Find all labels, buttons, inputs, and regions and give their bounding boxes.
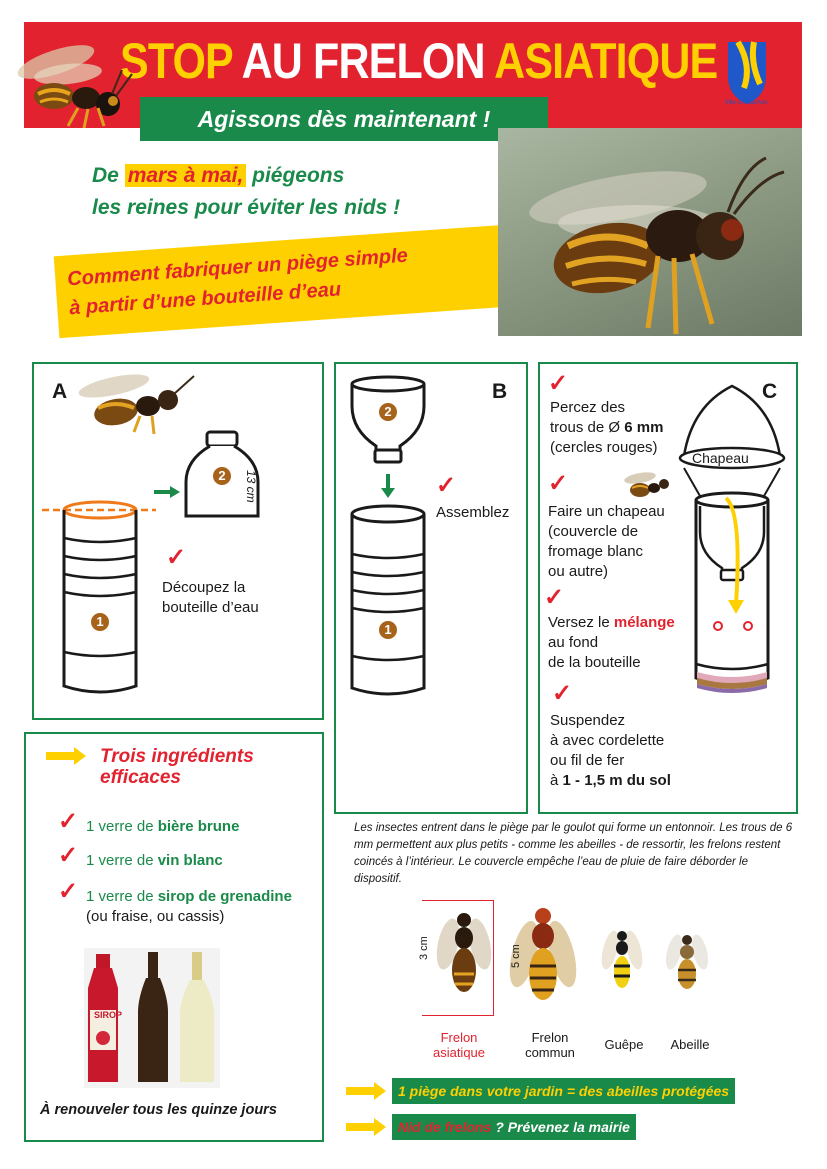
step-c-2	[548, 502, 688, 582]
ingredient-name: vin blanc	[157, 852, 223, 869]
title-stop: STOP	[120, 33, 233, 89]
asian-size-label: 3 cm	[418, 936, 430, 960]
check-icon: ✓	[166, 544, 187, 571]
step-c-3-line2: au fond	[548, 634, 599, 651]
syrup-label: SIROP	[94, 1010, 123, 1020]
hat-label: Chapeau	[692, 450, 749, 466]
step-c-4-line1: Suspendez	[550, 712, 626, 729]
common-hornet-caption	[510, 1030, 590, 1060]
bee-caption: Abeille	[670, 1037, 710, 1052]
how-to-line2: à partir d’une bouteille d’eau	[68, 278, 342, 320]
intro-highlight: mars à mai,	[125, 164, 247, 187]
title-asiatique: ASIATIQUE	[494, 33, 718, 89]
step-c-2-line1: Faire un chapeau	[548, 503, 665, 520]
badge-2: 2	[218, 468, 226, 483]
ingredient-name: sirop de grenadine	[157, 888, 292, 905]
ingredient-name: bière brune	[157, 818, 240, 835]
common-caption-line2: commun	[525, 1045, 575, 1060]
hornet-photo-icon	[498, 128, 802, 336]
bees-protected-banner: 1 piège dans votre jardin = des abeilles protégées	[392, 1078, 735, 1104]
check-icon: ✓	[58, 842, 79, 869]
step-c-4-line3: ou fil de fer	[550, 752, 625, 769]
common-caption-line1: Frelon	[531, 1030, 569, 1045]
check-icon: ✓	[58, 808, 79, 835]
step-c-4	[550, 711, 710, 791]
ingredients-title-line1: Trois ingrédients	[100, 746, 254, 767]
how-to-banner	[54, 224, 524, 338]
step-c-2-line2: (couvercle de	[548, 523, 639, 540]
badge-2-b: 2	[384, 404, 392, 419]
check-icon: ✓	[552, 680, 573, 707]
step-b-instruction: Assemblez	[436, 504, 510, 521]
logo-caption: Ville d'Arcachon	[724, 100, 768, 106]
step-c-label: C	[762, 380, 778, 403]
step-c-3-line3: de la bouteille	[548, 654, 641, 671]
ingredient-prefix: 1 verre de	[86, 888, 154, 905]
ingredient-item	[86, 887, 326, 927]
step-a-line1: Découpez la	[162, 579, 246, 596]
nest-warning-rest: ? Prévenez la mairie	[495, 1119, 630, 1135]
asian-caption-line2: asiatique	[432, 1045, 486, 1060]
check-icon: ✓	[548, 370, 569, 397]
ingredient-prefix: 1 verre de	[86, 852, 154, 869]
check-icon: ✓	[436, 472, 457, 499]
how-to-line1: Comment fabriquer un piège simple	[66, 244, 409, 291]
step-c-1	[550, 398, 680, 458]
step-a-line2: bouteille d’eau	[162, 599, 259, 616]
step-b-label: B	[492, 380, 508, 403]
arrow-icon	[44, 746, 88, 766]
ingredient-extra: (ou fraise, ou cassis)	[86, 908, 225, 925]
intro-text	[92, 160, 492, 224]
step-c-2-line3: fromage blanc	[548, 543, 644, 560]
step-c-2-line4: ou autre)	[548, 563, 609, 580]
step-c-3-red: mélange	[613, 614, 675, 631]
step-c-3-prefix: Versez le	[548, 614, 610, 631]
renew-note: À renouveler tous les quinze jours	[40, 1102, 277, 1118]
ingredients-title-line2: efficaces	[100, 767, 181, 788]
step-a-label: A	[52, 380, 68, 403]
step-c-4-prefix: à	[550, 772, 559, 789]
check-icon: ✓	[548, 470, 569, 497]
step-c-3	[548, 613, 698, 673]
step-c-1-line3: (cercles rouges)	[550, 439, 658, 456]
step-c-1-line2-prefix: trous de Ø	[550, 419, 621, 436]
arrow-icon	[344, 1116, 388, 1138]
intro-prefix: De	[92, 164, 119, 187]
ingredient-item	[86, 851, 326, 871]
asian-caption-line1: Frelon	[440, 1030, 478, 1045]
ingredient-prefix: 1 verre de	[86, 818, 154, 835]
step-c-1-line1: Percez des	[550, 399, 626, 416]
step-a-instruction	[162, 578, 312, 618]
nest-warning-banner	[392, 1114, 636, 1140]
step-c-1-line2-bold: 6 mm	[624, 419, 664, 436]
step-c-4-bold: 1 - 1,5 m du sol	[562, 772, 671, 789]
hornet-photo	[498, 128, 802, 336]
explanation-text: Les insectes entrent dans le piège par le goulot qui forme un entonnoir. Les trous de 6 mm permettent aux plus petits - comme les abeilles - de ressortir, les frelons restent coincés à l’intérieur. Le couvercle empêche l’eau de pluie de faire déborder le dispositif.	[354, 822, 793, 885]
page-title	[120, 30, 718, 92]
wasp-caption: Guêpe	[604, 1037, 644, 1052]
ingredients-title	[100, 746, 320, 788]
check-icon: ✓	[58, 878, 79, 905]
hornet-header-icon	[8, 34, 138, 132]
arrow-icon	[344, 1080, 388, 1102]
insect-comparison-illustration	[426, 904, 726, 1016]
intro-line2: les reines pour éviter les nids !	[92, 196, 401, 219]
nest-warning-red: Nid de frelons	[398, 1119, 492, 1135]
step-c-4-line2: à avec cordelette	[550, 732, 665, 749]
badge-1-b: 1	[384, 622, 392, 637]
hornet-small-icon	[622, 468, 672, 502]
common-size-label: 5 cm	[510, 944, 522, 968]
asian-hornet-caption	[420, 1030, 498, 1060]
dimension-label: 13 cm	[244, 470, 258, 503]
bottle-body-illustration	[40, 496, 160, 706]
subtitle-banner: Agissons dès maintenant !	[140, 97, 548, 141]
check-icon: ✓	[544, 584, 565, 611]
title-au-frelon: AU FRELON	[241, 33, 485, 89]
badge-1: 1	[96, 614, 104, 629]
intro-suffix: piégeons	[252, 164, 345, 187]
ingredient-item	[86, 817, 326, 837]
